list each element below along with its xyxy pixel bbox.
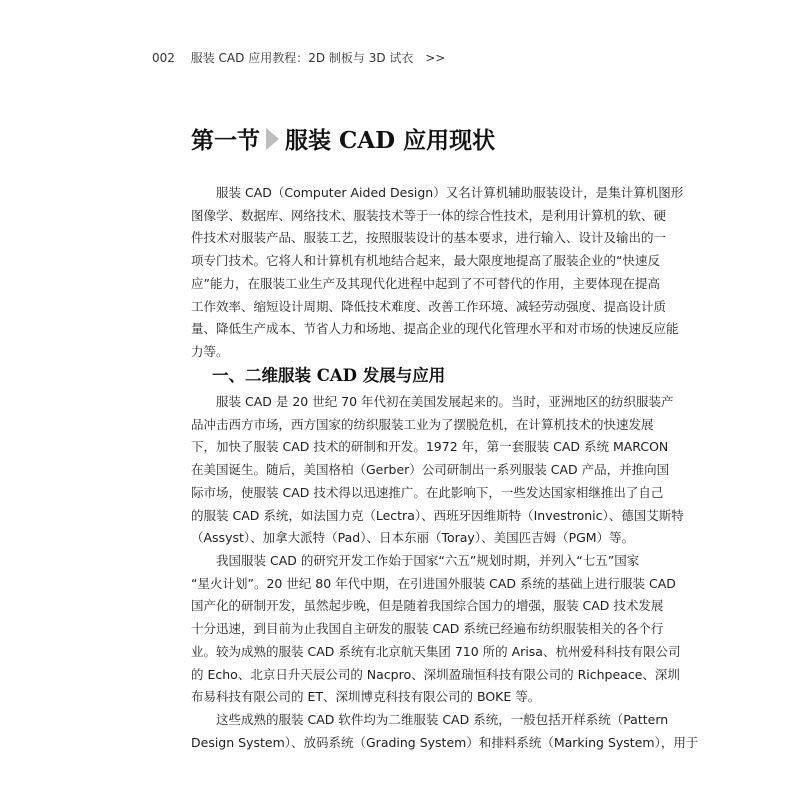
paragraph-line: Design System）、放码系统（Grading System）和排料系统（Marking System），用于 [191, 734, 699, 750]
paragraph-line: 应”能力，在服装工业生产及其现代化进程中起到了不可替代的作用，主要体现在提高 [191, 275, 660, 291]
paragraph-line: 项专门技术。它将人和计算机有机地结合起来，最大限度地提高了服装企业的“快速反 [191, 253, 660, 269]
paragraph-line: 下，加快了服装 CAD 技术的研制和开发。1972 年，第一套服装 CAD 系统 MARCON [191, 439, 669, 455]
paragraph-line: 件技术对服装产品、服装工艺，按照服装设计的基本要求，进行输入、设计及输出的一 [191, 230, 667, 246]
paragraph-line: 品冲击西方市场，西方国家的纺织服装工业为了摆脱危机，在计算机技术的快速发展 [191, 416, 654, 432]
intro-paragraph [191, 182, 684, 364]
paragraph-line: 工作效率、缩短设计周期、降低技术难度、改善工作环境、减轻劳动强度、提高设计质 [191, 298, 667, 314]
paragraph-line: （Assyst）、加拿大派特（Pad）、日本东丽（Toray）、美国匹吉姆（PGM）等。 [191, 530, 635, 546]
paragraph-line: 量、降低生产成本、节省人力和场地、提高企业的现代化管理水平和对市场的快速反应能 [191, 321, 679, 337]
paragraph-line: 业。较为成熟的服装 CAD 系统有北京航天集团 710 所的 Arisa、杭州爱科科技有限公司 [191, 643, 681, 659]
section-title [191, 122, 495, 155]
paragraph-2 [191, 550, 681, 709]
running-header [152, 49, 445, 66]
section-heading: 服装 CAD 应用现状 [285, 127, 496, 154]
paragraph-line: 在美国诞生。随后，美国格柏（Gerber）公司研制出一系列服装 CAD 产品，并推向国 [191, 462, 670, 478]
paragraph-1 [191, 391, 684, 550]
paragraph-line: 布易科技有限公司的 ET、深圳博克科技有限公司的 BOKE 等。 [191, 689, 541, 705]
paragraph-line: 服装 CAD 是 20 世纪 70 年代初在美国发展起来的。当时，亚洲地区的纺织服装产 [216, 394, 674, 409]
paragraph-line: 际市场，使服装 CAD 技术得以迅速推广。在此影响下，一些发达国家相继推出了自己 [191, 484, 664, 500]
page-number: 002 [152, 51, 175, 65]
paragraph-line: “星火计划”。20 世纪 80 年代中期，在引进国外服装 CAD 系统的基础上进行服装 CAD [191, 575, 676, 591]
paragraph-line: 的服装 CAD 系统，如法国力克（Lectra）、西班牙因维斯特（Investronic）、德国艾斯特 [191, 507, 684, 523]
paragraph-line: 力等。 [191, 343, 229, 359]
paragraph-line: 十分迅速，到目前为止我国自主研发的服装 CAD 系统已经遍布纺织服装相关的各个行 [191, 621, 664, 637]
paragraph-line: 的 Echo、北京日升天辰公司的 Nacpro、深圳盈瑞恒科技有限公司的 Richpeace、深圳 [191, 666, 680, 682]
subsection-heading: 一、二维服装 CAD 发展与应用 [212, 366, 446, 385]
paragraph-line: 服装 CAD（Computer Aided Design）又名计算机辅助服装设计，是集计算机图形 [216, 185, 684, 200]
paragraph-line: 国产化的研制开发，虽然起步晚，但是随着我国综合国力的增强，服装 CAD 技术发展 [191, 598, 664, 614]
book-title: 服装 CAD 应用教程：2D 制板与 3D 试衣 [190, 51, 414, 65]
paragraph-3 [191, 709, 699, 754]
paragraph-line: 这些成熟的服装 CAD 软件均为二维服装 CAD 系统，一般包括开样系统（Pattern [216, 712, 669, 727]
chevron-right-icon: >> [425, 51, 446, 65]
paragraph-line: 图像学、数据库、网络技术、服装技术等于一体的综合性技术，是利用计算机的软、硬 [191, 207, 667, 223]
section-number: 第一节 [191, 127, 260, 154]
triangle-marker-icon [266, 128, 279, 150]
paragraph-line: 我国服装 CAD 的研究开发工作始于国家“六五”规划时期，并列入“七五”国家 [216, 553, 640, 568]
